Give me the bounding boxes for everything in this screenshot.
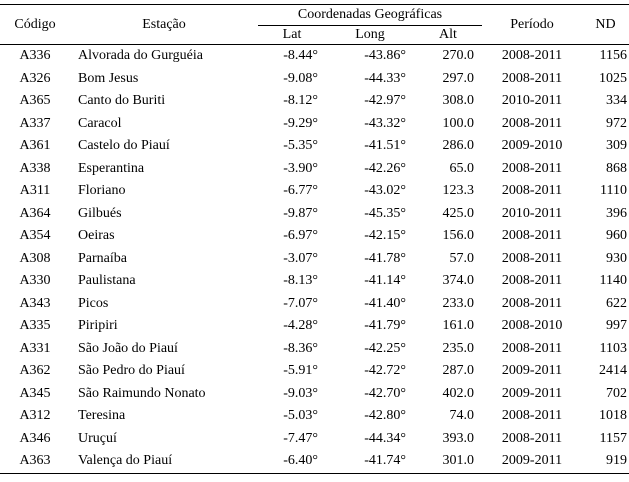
cell-lat: -8.12° [283, 93, 318, 109]
cell-alt: 393.0 [442, 430, 474, 446]
cell-estacao: São João do Piauí [78, 340, 178, 356]
cell-periodo: 2008-2011 [501, 250, 563, 266]
cell-codigo: A354 [19, 228, 51, 244]
cell-estacao: São Pedro do Piauí [78, 363, 185, 379]
cell-alt: 161.0 [442, 318, 474, 334]
cell-codigo: A343 [19, 295, 51, 311]
cell-lat: -6.77° [283, 183, 318, 199]
cell-alt: 301.0 [414, 450, 482, 473]
cell-codigo: A337 [19, 115, 51, 131]
cell-estacao: Castelo do Piauí [78, 138, 170, 154]
cell-alt: 235.0 [442, 340, 474, 356]
table-row [0, 428, 629, 451]
cell-lat: -9.29° [283, 115, 318, 131]
cell-lat: -5.91° [283, 363, 318, 379]
cell-alt: 402.0 [442, 385, 474, 401]
cell-alt: 286.0 [442, 138, 474, 154]
cell-lat: -7.47° [283, 430, 318, 446]
cell-alt: 123.3 [442, 183, 474, 199]
table-row [0, 248, 629, 271]
cell-alt: 100.0 [442, 115, 474, 131]
cell-nd: 960 [606, 228, 627, 244]
cell-periodo: 2008-2011 [501, 273, 563, 289]
cell-codigo: A335 [19, 318, 51, 334]
cell-periodo: 2008-2011 [501, 228, 563, 244]
cell-nd: 622 [606, 295, 627, 311]
cell-periodo: 2010-2011 [501, 93, 563, 109]
cell-alt: 57.0 [449, 250, 474, 266]
cell-long: -41.51° [364, 138, 406, 154]
cell-alt: 270.0 [442, 48, 474, 64]
cell-nd: 997 [606, 318, 627, 334]
cell-estacao: Bom Jesus [78, 70, 139, 86]
cell-periodo: 2010-2011 [501, 205, 563, 221]
cell-long: -42.15° [364, 228, 406, 244]
cell-long: -44.33° [364, 70, 406, 86]
cell-lat: -8.13° [283, 273, 318, 289]
cell-periodo: 2008-2011 [501, 48, 563, 64]
cell-alt: 156.0 [442, 228, 474, 244]
cell-estacao: Gilbués [78, 205, 122, 221]
cell-estacao: Canto do Buriti [78, 93, 166, 109]
cell-long: -42.72° [364, 363, 406, 379]
cell-alt: 308.0 [442, 93, 474, 109]
cell-long: -42.26° [364, 160, 406, 176]
cell-estacao: Floriano [78, 183, 126, 199]
cell-lat: -3.07° [283, 250, 318, 266]
cell-periodo: 2009-2011 [501, 363, 563, 379]
cell-codigo: A330 [19, 273, 51, 289]
cell-nd: 309 [606, 138, 627, 154]
cell-nd: 972 [606, 115, 627, 131]
header-long: Long [326, 26, 414, 45]
cell-lat: -7.07° [283, 295, 318, 311]
cell-long: -44.34° [364, 430, 406, 446]
table-row [0, 113, 629, 136]
cell-periodo: 2008-2011 [501, 340, 563, 356]
cell-periodo: 2008-2011 [501, 160, 563, 176]
header-estacao: Estação [70, 5, 258, 45]
cell-codigo: A345 [19, 385, 51, 401]
header-periodo: Período [482, 5, 582, 45]
cell-lat: -3.90° [283, 160, 318, 176]
cell-long: -41.74° [326, 450, 414, 473]
cell-codigo: A331 [19, 340, 51, 356]
cell-nd: 702 [606, 385, 627, 401]
cell-alt: 74.0 [449, 408, 474, 424]
cell-codigo: A362 [19, 363, 51, 379]
table-row [0, 203, 629, 226]
table-row [0, 270, 629, 293]
cell-periodo: 2009-2010 [501, 138, 563, 154]
cell-codigo: A361 [19, 138, 51, 154]
cell-lat: -6.97° [283, 228, 318, 244]
table-row [0, 338, 629, 361]
cell-nd: 1156 [599, 48, 627, 64]
cell-lat: -9.08° [283, 70, 318, 86]
cell-nd: 1103 [599, 340, 627, 356]
cell-nd: 1140 [599, 273, 627, 289]
cell-estacao: Uruçuí [78, 430, 117, 446]
cell-long: -43.02° [364, 183, 406, 199]
cell-periodo: 2008-2011 [501, 183, 563, 199]
cell-estacao: Oeiras [78, 228, 115, 244]
cell-nd: 1025 [599, 70, 627, 86]
cell-codigo: A364 [19, 205, 51, 221]
cell-estacao: Caracol [78, 115, 122, 131]
header-codigo: Código [0, 5, 70, 45]
header-row-top [0, 5, 629, 26]
cell-periodo: 2009-2011 [501, 385, 563, 401]
cell-estacao: Paulistana [78, 273, 136, 289]
cell-nd: 919 [582, 450, 629, 473]
cell-periodo: 2008-2011 [501, 430, 563, 446]
table-row [0, 68, 629, 91]
cell-codigo: A308 [19, 250, 51, 266]
cell-periodo: 2009-2011 [482, 450, 582, 473]
cell-codigo: A311 [19, 183, 51, 199]
cell-nd: 2414 [599, 363, 627, 379]
cell-alt: 425.0 [442, 205, 474, 221]
header-lat: Lat [258, 26, 326, 45]
cell-codigo: A312 [19, 408, 51, 424]
cell-long: -41.79° [364, 318, 406, 334]
cell-periodo: 2008-2010 [501, 318, 563, 334]
cell-lat: -5.03° [283, 408, 318, 424]
table-row [0, 360, 629, 383]
cell-periodo: 2008-2011 [501, 115, 563, 131]
cell-estacao: Valença do Piauí [70, 450, 258, 473]
header-alt: Alt [414, 26, 482, 45]
cell-codigo: A365 [19, 93, 51, 109]
cell-estacao: Alvorada do Gurguéia [78, 48, 203, 64]
table-header [0, 5, 629, 45]
table-row [0, 135, 629, 158]
cell-nd: 334 [606, 93, 627, 109]
table-row [0, 158, 629, 181]
cell-codigo: A336 [19, 48, 51, 64]
cell-alt: 297.0 [442, 70, 474, 86]
cell-lat: -5.35° [283, 138, 318, 154]
cell-nd: 868 [606, 160, 627, 176]
cell-long: -43.32° [364, 115, 406, 131]
cell-lat: -6.40° [258, 450, 326, 473]
cell-codigo: A346 [19, 430, 51, 446]
table-row [0, 405, 629, 428]
table-row [0, 293, 629, 316]
cell-alt: 65.0 [449, 160, 474, 176]
cell-nd: 396 [606, 205, 627, 221]
cell-alt: 287.0 [442, 363, 474, 379]
cell-long: -42.97° [364, 93, 406, 109]
cell-long: -42.80° [364, 408, 406, 424]
table-row [0, 450, 629, 473]
cell-long: -41.78° [364, 250, 406, 266]
cell-periodo: 2008-2011 [501, 408, 563, 424]
cell-lat: -8.44° [283, 48, 318, 64]
cell-alt: 374.0 [442, 273, 474, 289]
header-nd: ND [582, 5, 629, 45]
cell-alt: 233.0 [442, 295, 474, 311]
cell-estacao: Picos [78, 295, 109, 311]
table-row [0, 315, 629, 338]
cell-estacao: Esperantina [78, 160, 145, 176]
cell-long: -41.40° [364, 295, 406, 311]
cell-estacao: Teresina [78, 408, 126, 424]
cell-lat: -4.28° [283, 318, 318, 334]
table-row [0, 45, 629, 68]
cell-nd: 930 [606, 250, 627, 266]
cell-periodo: 2008-2011 [501, 70, 563, 86]
cell-long: -43.86° [364, 48, 406, 64]
cell-nd: 1110 [600, 183, 627, 199]
cell-long: -41.14° [364, 273, 406, 289]
cell-codigo: A338 [19, 160, 51, 176]
cell-estacao: São Raimundo Nonato [78, 385, 206, 401]
cell-lat: -9.87° [283, 205, 318, 221]
cell-long: -42.25° [364, 340, 406, 356]
header-coordenadas: Coordenadas Geográficas [258, 5, 482, 26]
cell-estacao: Parnaíba [78, 250, 127, 266]
table-row [0, 90, 629, 113]
cell-lat: -8.36° [283, 340, 318, 356]
cell-lat: -9.03° [283, 385, 318, 401]
cell-codigo: A326 [19, 70, 51, 86]
cell-periodo: 2008-2011 [501, 295, 563, 311]
table-row [0, 383, 629, 406]
cell-nd: 1157 [599, 430, 627, 446]
station-table [0, 4, 629, 474]
cell-codigo: A363 [0, 450, 70, 473]
table-body [0, 45, 629, 474]
cell-nd: 1018 [599, 408, 627, 424]
cell-estacao: Piripiri [78, 318, 118, 334]
cell-long: -42.70° [364, 385, 406, 401]
table-row [0, 180, 629, 203]
table-row [0, 225, 629, 248]
cell-long: -45.35° [364, 205, 406, 221]
